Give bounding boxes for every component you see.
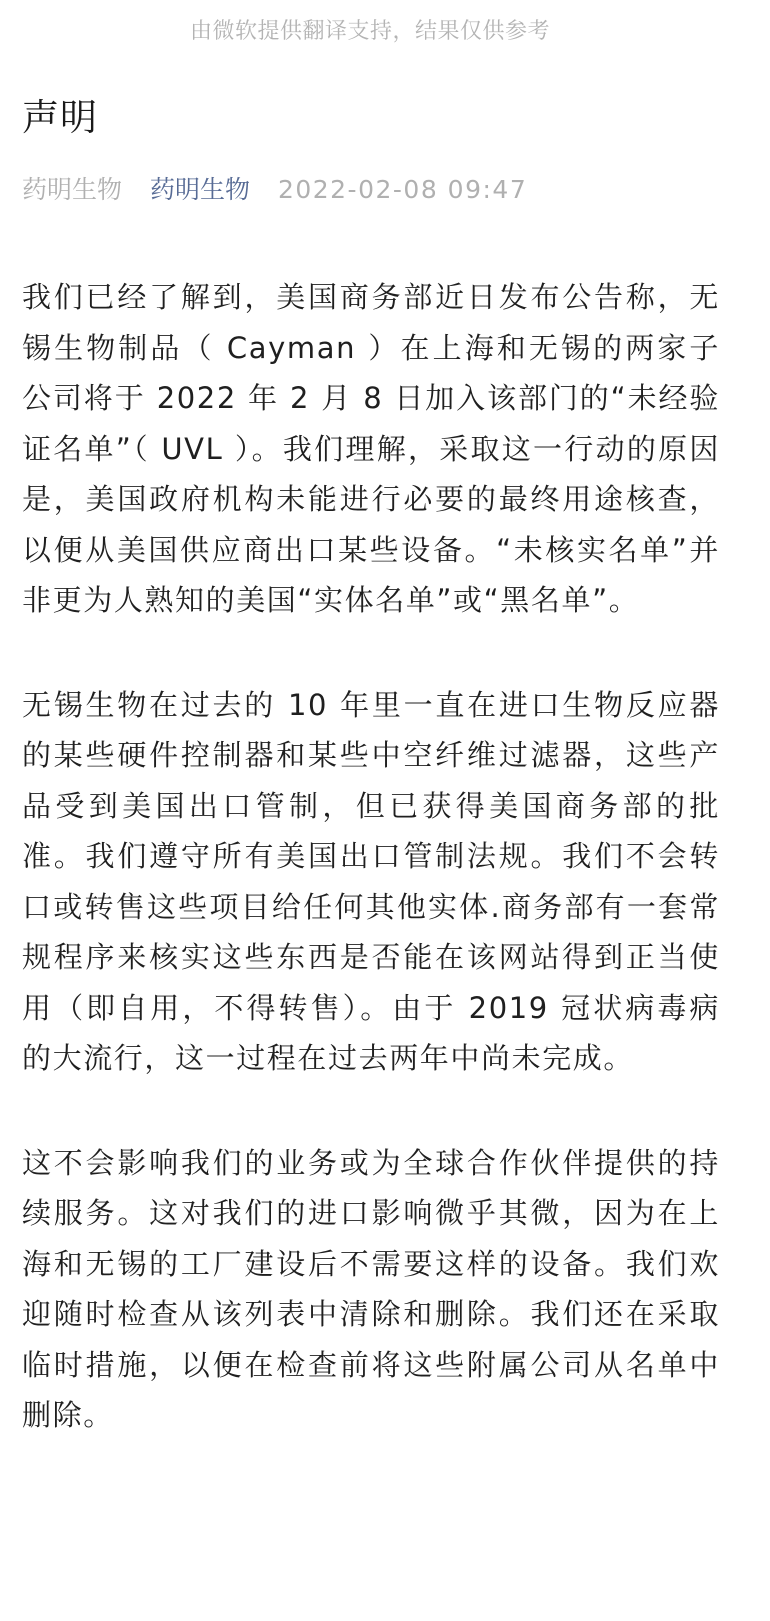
article-author: 药明生物 <box>22 175 123 204</box>
publish-date: 2022-02-08 09:47 <box>277 175 528 204</box>
article-meta <box>22 170 547 210</box>
article-paragraph: 我们已经了解到，美国商务部近日发布公告称，无锡生物制品（ Cayman ）在上海和无锡的两家子公司将于 2022 年 2 月 8 日加入该部门的“未经验证名单”（ UVL ）。我们理解，采取这一行动的原因是，美国政府机构未能进行必要的最终用途核查，以便从美国供应商出口某些设备。“未核实名单”并非更为人熟知的美国“实体名单”或“黑名单”。 <box>22 280 720 617</box>
article-paragraph: 无锡生物在过去的 10 年里一直在进口生物反应器的某些硬件控制器和某些中空纤维过滤器，这些产品受到美国出口管制，但已获得美国商务部的批准。我们遵守所有美国出口管制法规。我们不会转口或转售这些项目给任何其他实体.商务部有一套常规程序来核实这些东西是否能在该网站得到正当使用（即自用，不得转售）。由于 2019 冠状病毒病的大流行，这一过程在过去两年中尚未完成。 <box>22 687 720 1075</box>
official-account-link[interactable]: 药明生物 <box>149 175 250 204</box>
article-paragraph: 这不会影响我们的业务或为全球合作伙伴提供的持续服务。这对我们的进口影响微乎其微，因为在上海和无锡的工厂建设后不需要这样的设备。我们欢迎随时检查从该列表中清除和删除。我们还在采取临时措施，以便在检查前将这些附属公司从名单中删除。 <box>22 1145 720 1432</box>
translation-notice: 由微软提供翻译支持，结果仅供参考 <box>189 19 550 44</box>
article-body <box>22 272 720 1441</box>
page-title: 声明 <box>22 96 98 139</box>
